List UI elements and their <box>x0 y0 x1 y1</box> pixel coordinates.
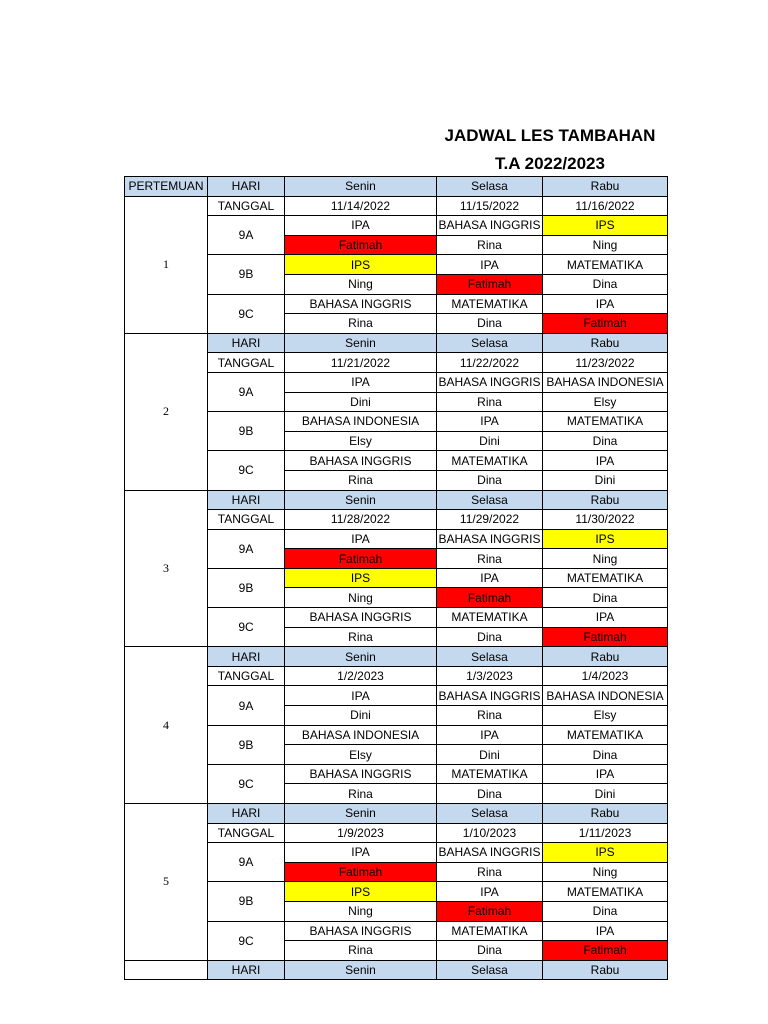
class-label: 9A <box>208 843 285 882</box>
teacher-cell-rabu: Elsy <box>543 706 668 726</box>
header-pertemuan: PERTEMUAN <box>125 177 208 197</box>
teacher-cell-selasa: Rina <box>437 235 543 255</box>
header-day-rabu: Rabu <box>543 960 668 980</box>
subject-cell-rabu: IPA <box>543 921 668 941</box>
teacher-cell-selasa: Rina <box>437 392 543 412</box>
subject-cell-senin: BAHASA INGGRIS <box>285 921 437 941</box>
teacher-cell-senin: Rina <box>285 470 437 490</box>
subject-cell-selasa: BAHASA INGGRIS <box>437 372 543 392</box>
teacher-cell-selasa: Dina <box>437 627 543 647</box>
header-day-senin: Senin <box>285 490 437 510</box>
subject-cell-senin: BAHASA INGGRIS <box>285 608 437 628</box>
page-title: JADWAL LES TAMBAHAN <box>444 126 656 145</box>
subject-cell-selasa: IPA <box>437 255 543 275</box>
header-day-selasa: Selasa <box>437 333 543 353</box>
subject-cell-rabu: IPA <box>543 608 668 628</box>
teacher-cell-senin: Ning <box>285 588 437 608</box>
day-header-row <box>125 490 668 510</box>
subject-cell-selasa: IPA <box>437 568 543 588</box>
date-cell-senin: 11/21/2022 <box>285 353 437 373</box>
header-day-rabu: Rabu <box>543 804 668 824</box>
table-header-row <box>125 177 668 197</box>
date-cell-rabu: 11/30/2022 <box>543 510 668 530</box>
header-day-selasa: Selasa <box>437 960 543 980</box>
date-cell-selasa: 1/10/2023 <box>437 823 543 843</box>
subject-cell-selasa: BAHASA INGGRIS <box>437 843 543 863</box>
class-label: 9A <box>208 686 285 725</box>
teacher-cell-senin: Rina <box>285 627 437 647</box>
date-cell-selasa: 1/3/2023 <box>437 666 543 686</box>
subject-cell-rabu: IPS <box>543 529 668 549</box>
meeting-number: 2 <box>125 333 208 490</box>
subject-cell-senin: IPA <box>285 843 437 863</box>
header-day-selasa: Selasa <box>437 804 543 824</box>
tanggal-label: TANGGAL <box>208 353 285 373</box>
teacher-cell-rabu: Elsy <box>543 392 668 412</box>
subject-cell-senin: IPS <box>285 568 437 588</box>
day-header-row <box>125 333 668 353</box>
teacher-cell-selasa: Dina <box>437 941 543 961</box>
subject-cell-rabu: BAHASA INDONESIA <box>543 372 668 392</box>
class-label: 9B <box>208 882 285 921</box>
header-hari: HARI <box>208 960 285 980</box>
subject-cell-rabu: BAHASA INDONESIA <box>543 686 668 706</box>
teacher-cell-senin: Ning <box>285 901 437 921</box>
teacher-cell-rabu: Dina <box>543 588 668 608</box>
teacher-cell-rabu: Fatimah <box>543 314 668 334</box>
teacher-cell-rabu: Dina <box>543 274 668 294</box>
teacher-cell-rabu: Ning <box>543 235 668 255</box>
teacher-cell-rabu: Fatimah <box>543 627 668 647</box>
subject-cell-selasa: BAHASA INGGRIS <box>437 686 543 706</box>
header-hari: HARI <box>208 804 285 824</box>
header-day-selasa: Selasa <box>437 177 543 197</box>
class-label: 9B <box>208 255 285 294</box>
date-cell-rabu: 11/16/2022 <box>543 196 668 216</box>
teacher-cell-selasa: Rina <box>437 862 543 882</box>
subject-cell-rabu: MATEMATIKA <box>543 412 668 432</box>
header-hari: HARI <box>208 647 285 667</box>
subject-cell-selasa: BAHASA INGGRIS <box>437 216 543 236</box>
subject-cell-rabu: IPA <box>543 294 668 314</box>
teacher-cell-selasa: Fatimah <box>437 901 543 921</box>
header-day-senin: Senin <box>285 804 437 824</box>
header-day-senin: Senin <box>285 177 437 197</box>
date-cell-senin: 11/14/2022 <box>285 196 437 216</box>
meeting-number-next <box>125 960 208 980</box>
teacher-cell-senin: Rina <box>285 941 437 961</box>
day-header-row <box>125 960 668 980</box>
tanggal-label: TANGGAL <box>208 666 285 686</box>
subject-cell-rabu: MATEMATIKA <box>543 882 668 902</box>
teacher-cell-selasa: Dini <box>437 431 543 451</box>
subject-cell-selasa: IPA <box>437 882 543 902</box>
subject-cell-senin: IPA <box>285 686 437 706</box>
teacher-cell-rabu: Dini <box>543 470 668 490</box>
date-cell-selasa: 11/29/2022 <box>437 510 543 530</box>
subject-cell-rabu: IPA <box>543 451 668 471</box>
class-label: 9B <box>208 725 285 764</box>
header-day-rabu: Rabu <box>543 177 668 197</box>
subject-cell-selasa: IPA <box>437 412 543 432</box>
header-day-rabu: Rabu <box>543 647 668 667</box>
class-label: 9C <box>208 764 285 803</box>
date-cell-rabu: 11/23/2022 <box>543 353 668 373</box>
teacher-cell-senin: Rina <box>285 784 437 804</box>
subject-cell-senin: IPA <box>285 372 437 392</box>
class-label: 9A <box>208 529 285 568</box>
meeting-number: 3 <box>125 490 208 647</box>
teacher-cell-selasa: Dina <box>437 470 543 490</box>
teacher-cell-selasa: Dina <box>437 784 543 804</box>
class-label: 9A <box>208 216 285 255</box>
subject-cell-rabu: IPA <box>543 764 668 784</box>
subject-cell-selasa: MATEMATIKA <box>437 608 543 628</box>
teacher-cell-senin: Dini <box>285 706 437 726</box>
subject-cell-senin: IPA <box>285 529 437 549</box>
subject-cell-senin: BAHASA INGGRIS <box>285 764 437 784</box>
header-day-senin: Senin <box>285 647 437 667</box>
teacher-cell-selasa: Fatimah <box>437 588 543 608</box>
class-label: 9C <box>208 451 285 490</box>
subject-cell-senin: BAHASA INDONESIA <box>285 412 437 432</box>
subject-cell-senin: IPS <box>285 882 437 902</box>
meeting-number: 1 <box>125 196 208 333</box>
subject-cell-selasa: MATEMATIKA <box>437 294 543 314</box>
subject-cell-senin: BAHASA INGGRIS <box>285 294 437 314</box>
teacher-cell-selasa: Fatimah <box>437 274 543 294</box>
meeting-number: 4 <box>125 647 208 804</box>
subject-cell-selasa: BAHASA INGGRIS <box>437 529 543 549</box>
teacher-cell-rabu: Dina <box>543 431 668 451</box>
teacher-cell-rabu: Ning <box>543 862 668 882</box>
class-label: 9B <box>208 412 285 451</box>
date-cell-senin: 11/28/2022 <box>285 510 437 530</box>
subject-cell-senin: IPA <box>285 216 437 236</box>
date-cell-selasa: 11/22/2022 <box>437 353 543 373</box>
date-cell-selasa: 11/15/2022 <box>437 196 543 216</box>
date-cell-rabu: 1/11/2023 <box>543 823 668 843</box>
header-day-selasa: Selasa <box>437 490 543 510</box>
teacher-cell-senin: Fatimah <box>285 862 437 882</box>
class-label: 9B <box>208 568 285 607</box>
header-day-senin: Senin <box>285 960 437 980</box>
meeting-number: 5 <box>125 804 208 961</box>
subject-cell-rabu: MATEMATIKA <box>543 255 668 275</box>
tanggal-label: TANGGAL <box>208 510 285 530</box>
tanggal-label: TANGGAL <box>208 196 285 216</box>
date-cell-senin: 1/2/2023 <box>285 666 437 686</box>
class-label: 9A <box>208 372 285 411</box>
subject-cell-senin: BAHASA INGGRIS <box>285 451 437 471</box>
subject-cell-rabu: MATEMATIKA <box>543 725 668 745</box>
teacher-cell-senin: Fatimah <box>285 235 437 255</box>
subject-cell-selasa: IPA <box>437 725 543 745</box>
teacher-cell-selasa: Dini <box>437 745 543 765</box>
class-label: 9C <box>208 608 285 647</box>
teacher-cell-senin: Rina <box>285 314 437 334</box>
teacher-cell-senin: Fatimah <box>285 549 437 569</box>
header-day-senin: Senin <box>285 333 437 353</box>
subject-cell-rabu: IPS <box>543 216 668 236</box>
class-label: 9C <box>208 921 285 960</box>
teacher-cell-senin: Dini <box>285 392 437 412</box>
teacher-cell-selasa: Rina <box>437 549 543 569</box>
header-day-rabu: Rabu <box>543 333 668 353</box>
date-cell-rabu: 1/4/2023 <box>543 666 668 686</box>
teacher-cell-rabu: Ning <box>543 549 668 569</box>
day-header-row <box>125 804 668 824</box>
header-day-rabu: Rabu <box>543 490 668 510</box>
schedule-table <box>124 176 668 980</box>
class-label: 9C <box>208 294 285 333</box>
date-cell-senin: 1/9/2023 <box>285 823 437 843</box>
subject-cell-selasa: MATEMATIKA <box>437 764 543 784</box>
header-day-selasa: Selasa <box>437 647 543 667</box>
teacher-cell-senin: Elsy <box>285 745 437 765</box>
subject-cell-rabu: MATEMATIKA <box>543 568 668 588</box>
teacher-cell-selasa: Rina <box>437 706 543 726</box>
teacher-cell-rabu: Dina <box>543 901 668 921</box>
tanggal-label: TANGGAL <box>208 823 285 843</box>
header-hari: HARI <box>208 490 285 510</box>
teacher-cell-rabu: Dina <box>543 745 668 765</box>
page-subtitle: T.A 2022/2023 <box>495 154 605 173</box>
teacher-cell-selasa: Dina <box>437 314 543 334</box>
date-row <box>125 196 668 216</box>
subject-cell-rabu: IPS <box>543 843 668 863</box>
teacher-cell-rabu: Fatimah <box>543 941 668 961</box>
subject-cell-selasa: MATEMATIKA <box>437 921 543 941</box>
header-hari: HARI <box>208 177 285 197</box>
teacher-cell-rabu: Dini <box>543 784 668 804</box>
subject-cell-senin: BAHASA INDONESIA <box>285 725 437 745</box>
subject-cell-senin: IPS <box>285 255 437 275</box>
header-hari: HARI <box>208 333 285 353</box>
teacher-cell-senin: Elsy <box>285 431 437 451</box>
teacher-cell-senin: Ning <box>285 274 437 294</box>
subject-cell-selasa: MATEMATIKA <box>437 451 543 471</box>
day-header-row <box>125 647 668 667</box>
